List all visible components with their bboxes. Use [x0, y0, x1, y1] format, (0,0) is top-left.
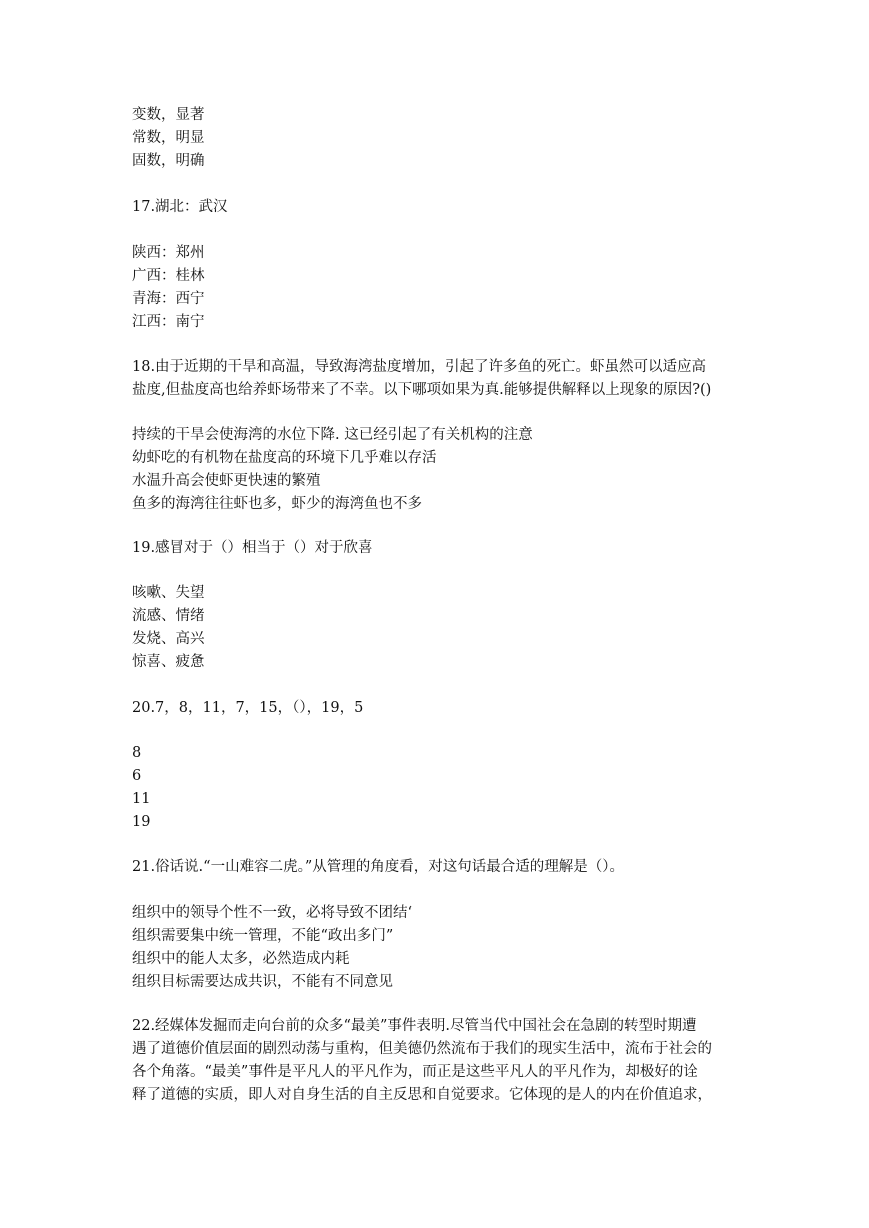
option-a: 组织中的领导个性不一致，必将导致不团结‘: [132, 905, 413, 921]
option-a: 持续的干旱会使海湾的水位下降. 这已经引起了有关机构的注意: [132, 427, 533, 443]
option-a: 咳嗽、失望: [132, 585, 205, 601]
option-d: 19: [132, 814, 151, 830]
option-c: 组织中的能人太多，必然造成内耗: [132, 951, 350, 967]
option-b: 流感、情绪: [132, 608, 205, 624]
option-b: 常数，明显: [132, 130, 205, 146]
q20-options: [132, 742, 752, 834]
passage-line: 遇了道德价值层面的剧烈动荡与重构，但美德仍然流布于我们的现实生活中，流布于社会的: [132, 1041, 712, 1057]
option-b: 幼虾吃的有机物在盐度高的环境下几乎难以存活: [132, 450, 437, 466]
question-text: 21.俗话说.“一山难容二虎。”从管理的角度看，对这句话最合适的理解是（）。: [132, 859, 624, 875]
q17: [132, 196, 752, 219]
q19-options: [132, 582, 752, 674]
q21-options: [132, 902, 752, 994]
q20: [132, 697, 752, 720]
q16-options: [132, 104, 752, 173]
option-d: 组织目标需要达成共识，不能有不同意见: [132, 974, 393, 990]
q21: [132, 856, 752, 879]
option-c: 发烧、高兴: [132, 631, 205, 647]
question-text: 19.感冒对于（）相当于（）对于欣喜: [132, 540, 373, 556]
question-text: 20.7，8，11，7，15，（），19，5: [132, 700, 364, 716]
option-a: 变数，显著: [132, 107, 205, 123]
option-c: 11: [132, 791, 151, 807]
q18: [132, 356, 752, 402]
question-text: 17.湖北：武汉: [132, 199, 228, 215]
option-c: 青海：西宁: [132, 291, 205, 307]
option-b: 组织需要集中统一管理，不能“政出多门”: [132, 928, 394, 944]
option-d: 鱼多的海湾往往虾也多，虾少的海湾鱼也不多: [132, 496, 422, 512]
question-line: 盐度,但盐度高也给养虾场带来了不幸。以下哪项如果为真.能够提供解释以上现象的原因?(): [132, 382, 712, 398]
passage-line: 释了道德的实质，即人对自身生活的自主反思和自觉要求。它体现的是人的内在价值追求，: [132, 1087, 712, 1103]
q18-options: [132, 424, 752, 516]
option-d: 江西：南宁: [132, 314, 205, 330]
q22: [132, 1015, 752, 1107]
question-line: 18.由于近期的干旱和高温，导致海湾盐度增加，引起了许多鱼的死亡。虾虽然可以适应高: [132, 359, 707, 375]
option-b: 6: [132, 768, 142, 784]
option-d: 惊喜、疲惫: [132, 654, 205, 670]
option-b: 广西：桂林: [132, 268, 205, 284]
option-a: 陕西：郑州: [132, 245, 205, 261]
option-c: 水温升高会使虾更快速的繁殖: [132, 473, 321, 489]
passage-line: 22.经媒体发掘而走向台前的众多“最美”事件表明.尽管当代中国社会在急剧的转型时期遭: [132, 1018, 697, 1034]
passage-line: 各个角落。“最美”事件是平凡人的平凡作为，而正是这些平凡人的平凡作为，却极好的诠: [132, 1064, 698, 1080]
option-a: 8: [132, 745, 142, 761]
q17-options: [132, 242, 752, 334]
q19: [132, 537, 752, 560]
option-c: 固数，明确: [132, 153, 205, 169]
